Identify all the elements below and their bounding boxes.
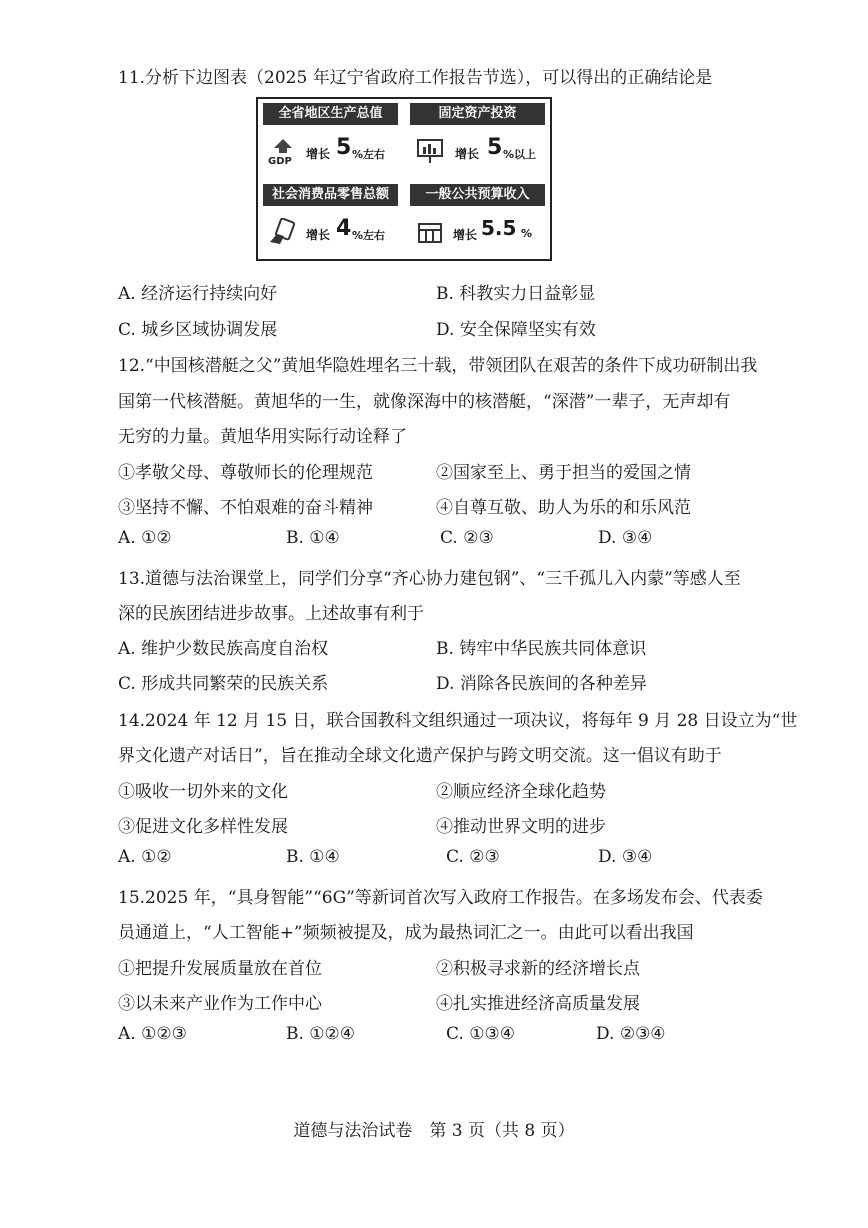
q11-option-d: D. 安全保障坚实有效	[436, 320, 596, 340]
cell-value: 4	[336, 216, 352, 241]
q11-option-b: B. 科教实力日益彰显	[436, 284, 596, 304]
q12-item-4: ④自尊互敬、助人为乐的和乐风范	[436, 498, 691, 518]
cell-prefix: 增长	[453, 228, 478, 242]
q15-option-d: D. ②③④	[596, 1024, 666, 1044]
cell-title: 固定资产投资	[410, 103, 545, 125]
cell-prefix: 增长	[306, 228, 331, 242]
q12-item-1: ①孝敬父母、尊敬师长的伦理规范	[118, 463, 373, 483]
cell-suffix: %左右	[352, 229, 386, 242]
economic-infographic	[256, 97, 552, 261]
q12-option-c: C. ②③	[440, 528, 494, 548]
q13-option-b: B. 铸牢中华民族共同体意识	[436, 639, 647, 659]
infographic-cell-gdp	[260, 101, 401, 178]
cell-value: 5	[336, 135, 352, 160]
q14-stem-line2: 界文化遗产对话日”，旨在推动全球文化遗产保护与跨文明交流。这一倡议有助于	[118, 746, 722, 766]
q13-option-c: C. 形成共同繁荣的民族关系	[118, 674, 329, 694]
cell-title: 全省地区生产总值	[263, 103, 398, 125]
q12-stem-line1: 12.“中国核潜艇之父”黄旭华隐姓埋名三十载，带领团队在艰苦的条件下成功研制出我	[118, 356, 758, 376]
infographic-cell-budget	[407, 182, 548, 259]
card-payment-icon	[268, 218, 298, 246]
q12-stem-line3: 无穷的力量。黄旭华用实际行动诠释了	[118, 427, 407, 447]
gdp-arrow-icon	[268, 137, 298, 165]
infographic-cell-investment	[407, 101, 548, 178]
q15-option-c: C. ①③④	[446, 1024, 515, 1044]
cell-value: 5.5	[481, 216, 517, 240]
cell-suffix: %左右	[352, 148, 386, 161]
q14-option-b: B. ①④	[286, 847, 340, 867]
q12-item-3: ③坚持不懈、不怕艰难的奋斗精神	[118, 498, 373, 518]
q14-item-4: ④推动世界文明的进步	[436, 817, 606, 837]
investment-chart-icon	[415, 137, 445, 165]
q11-option-c: C. 城乡区域协调发展	[118, 320, 278, 340]
q15-stem-line1: 15.2025 年，“具身智能”“6G”等新词首次写入政府工作报告。在多场发布会、代表委	[118, 888, 763, 908]
q13-stem-line1: 13.道德与法治课堂上，同学们分享“齐心协力建包钢”、“三千孤儿入内蒙”等感人至	[118, 569, 741, 589]
cell-title: 一般公共预算收入	[410, 184, 545, 206]
q15-item-1: ①把提升发展质量放在首位	[118, 959, 322, 979]
q13-option-a: A. 维护少数民族高度自治权	[118, 639, 329, 659]
cell-suffix: %以上	[503, 148, 537, 161]
q12-option-b: B. ①④	[286, 528, 340, 548]
q14-item-3: ③促进文化多样性发展	[118, 817, 288, 837]
q15-option-a: A. ①②③	[118, 1024, 187, 1044]
cell-value: 5	[487, 135, 503, 160]
q15-item-4: ④扎实推进经济高质量发展	[436, 994, 640, 1014]
q12-option-d: D. ③④	[598, 528, 653, 548]
q14-option-d: D. ③④	[598, 847, 653, 867]
q14-option-a: A. ①②	[118, 847, 172, 867]
page-footer: 道德与法治试卷 第 3 页（共 8 页）	[293, 1121, 575, 1141]
q15-item-2: ②积极寻求新的经济增长点	[436, 959, 640, 979]
q15-option-b: B. ①②④	[286, 1024, 356, 1044]
cell-prefix: 增长	[306, 147, 331, 161]
q15-item-3: ③以未来产业作为工作中心	[118, 994, 322, 1014]
q13-option-d: D. 消除各民族间的各种差异	[436, 674, 647, 694]
q12-item-2: ②国家至上、勇于担当的爱国之情	[436, 463, 691, 483]
budget-building-icon	[415, 218, 445, 246]
q14-option-c: C. ②③	[446, 847, 500, 867]
q14-item-1: ①吸收一切外来的文化	[118, 782, 288, 802]
q14-item-2: ②顺应经济全球化趋势	[436, 782, 606, 802]
cell-title: 社会消费品零售总额	[263, 184, 398, 206]
infographic-cell-retail	[260, 182, 401, 259]
q15-stem-line2: 员通道上，“人工智能+”频频被提及，成为最热词汇之一。由此可以看出我国	[118, 923, 694, 943]
cell-suffix: %	[521, 227, 533, 240]
q12-stem-line2: 国第一代核潜艇。黄旭华的一生，就像深海中的核潜艇，“深潜”一辈子，无声却有	[118, 392, 731, 412]
q12-option-a: A. ①②	[118, 528, 172, 548]
q13-stem-line2: 深的民族团结进步故事。上述故事有利于	[118, 604, 424, 624]
q11-option-a: A. 经济运行持续向好	[118, 284, 278, 304]
svg-text:GDP: GDP	[268, 156, 292, 165]
cell-prefix: 增长	[455, 147, 480, 161]
q14-stem-line1: 14.2024 年 12 月 15 日，联合国教科文组织通过一项决议，将每年 9 月 28 日设立为“世	[118, 711, 798, 731]
q11-stem: 11.分析下边图表（2025 年辽宁省政府工作报告节选），可以得出的正确结论是	[118, 68, 713, 88]
